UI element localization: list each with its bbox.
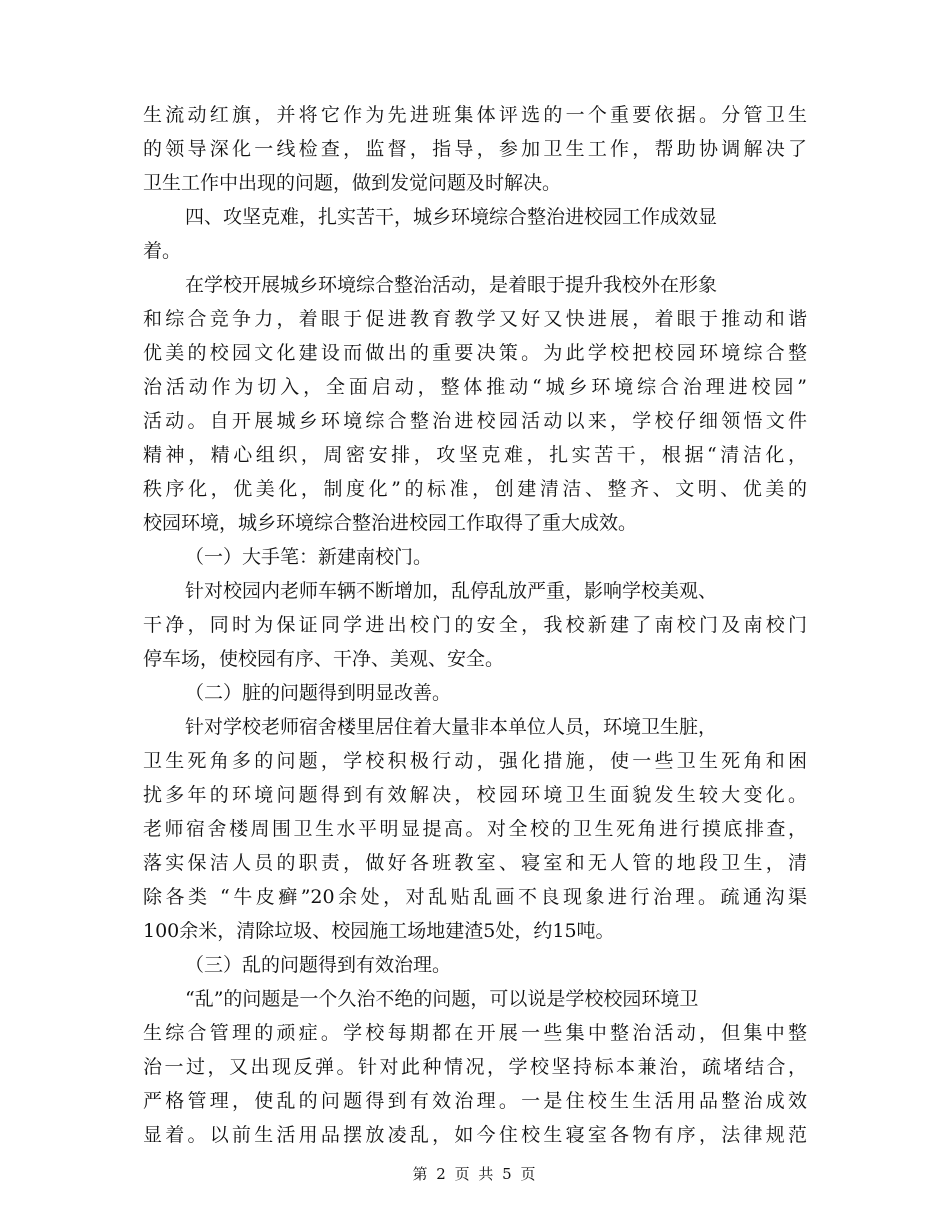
text-line: 生流动红旗，并将它作为先进班集体评选的一个重要依据。分管卫生 xyxy=(143,104,807,126)
text-line: 严格管理，使乱的问题得到有效治理。一是住校生生活用品整治成效 xyxy=(143,1090,807,1112)
text-line: 生综合管理的顽症。学校每期都在开展一些集中整治活动，但集中整 xyxy=(143,1022,807,1044)
text-line: 优美的校园文化建设而做出的重要决策。为此学校把校园环境综合整 xyxy=(143,342,807,364)
text-line: 卫生工作中出现的问题，做到发觉问题及时解决。 xyxy=(143,172,562,194)
text-line: 卫生死角多的问题，学校积极行动，强化措施，使一些卫生死角和困 xyxy=(143,750,807,772)
text-line: 停车场，使校园有序、干净、美观、安全。 xyxy=(143,648,505,670)
text-line: 针对学校老师宿舍楼里居住着大量非本单位人员，环境卫生脏， xyxy=(185,716,718,738)
page-number-footer: 第 2 页 共 5 页 xyxy=(412,1165,538,1183)
text-line: 干净，同时为保证同学进出校门的安全，我校新建了南校门及南校门 xyxy=(143,614,807,636)
text-line: 显着。以前生活用品摆放凌乱，如今住校生寝室各物有序，法律规范 xyxy=(143,1124,807,1146)
text-line: 在学校开展城乡环境综合整治活动，是着眼于提升我校外在形象 xyxy=(185,274,718,296)
text-line: 除各类 “牛皮癣”20余处，对乱贴乱画不良现象进行治理。疏通沟渠 xyxy=(143,886,807,908)
subsection-heading-3: （三）乱的问题得到有效治理。 xyxy=(185,954,452,976)
text-line: “乱”的问题是一个久治不绝的问题，可以说是学校校园环境卫 xyxy=(185,988,699,1010)
text-line: 治一过，又出现反弹。针对此种情况，学校坚持标本兼治，疏堵结合， xyxy=(143,1056,807,1078)
text-line: 秩序化，优美化，制度化”的标准，创建清洁、整齐、文明、优美的 xyxy=(143,478,807,500)
text-line: 和综合竞争力，着眼于促进教育教学又好又快进展，着眼于推动和谐 xyxy=(143,308,807,330)
text-line: 落实保洁人员的职责，做好各班教室、寝室和无人管的地段卫生，清 xyxy=(143,852,807,874)
text-line: 老师宿舍楼周围卫生水平明显提高。对全校的卫生死角进行摸底排查， xyxy=(143,818,807,840)
text-line: 100余米，清除垃圾、校园施工场地建渣5处，约15吨。 xyxy=(143,920,615,942)
text-line: 扰多年的环境问题得到有效解决，校园环境卫生面貌发生较大变化。 xyxy=(143,784,807,806)
text-line: 精神，精心组织，周密安排，攻坚克难，扎实苦干，根据“清洁化， xyxy=(143,444,807,466)
subsection-heading-2: （二）脏的问题得到明显改善。 xyxy=(185,682,452,704)
text-line: 的领导深化一线检查，监督，指导，参加卫生工作，帮助协调解决了 xyxy=(143,138,807,160)
text-line: 针对校园内老师车辆不断增加，乱停乱放严重，影响学校美观、 xyxy=(185,580,718,602)
text-line: 治活动作为切入，全面启动，整体推动“城乡环境综合治理进校园” xyxy=(143,376,807,398)
section-heading-4-cont: 着。 xyxy=(143,240,182,262)
text-line: 活动。自开展城乡环境综合整治进校园活动以来，学校仔细领悟文件 xyxy=(143,410,807,432)
subsection-heading-1: （一）大手笔：新建南校门。 xyxy=(185,546,433,568)
document-body xyxy=(143,98,807,1152)
section-heading-4: 四、攻坚克难，扎实苦干，城乡环境综合整治进校园工作成效显 xyxy=(185,206,718,228)
text-line: 校园环境，城乡环境综合整治进校园工作取得了重大成效。 xyxy=(143,512,638,534)
